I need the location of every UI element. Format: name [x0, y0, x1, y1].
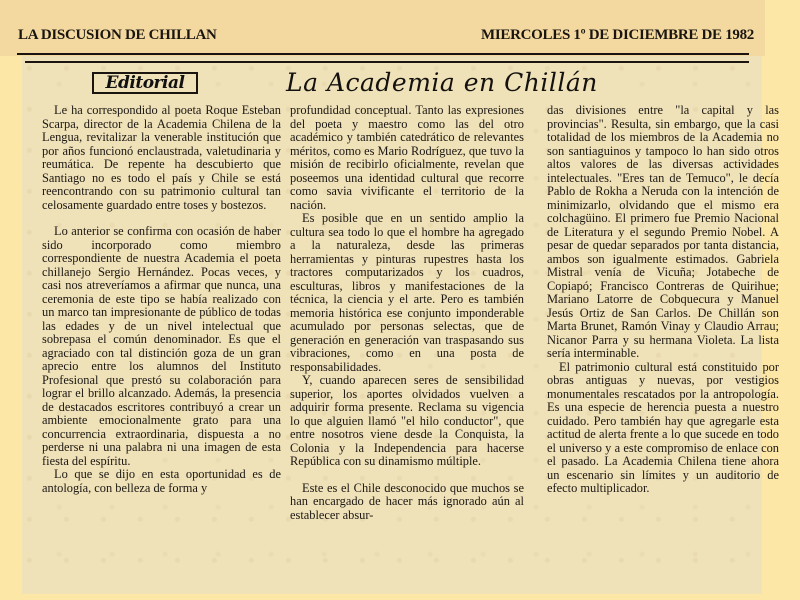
paragraph: das divisiones entre "la capital y las provincias". Resulta, sin embargo, que la casi totalidad de los miembros de la Academia no son santiaguinos y tampoco lo han sido otros altos valores de las diversas actividades intelectuales. "Eres tan de Temuco", le decía Pablo de Rokha a Neruda con la intención de minimizarlo, olvidando que el mismo era colchagüino. El primero fue Premio Nacional de Literatura y el segundo Premio Nobel. A pesar de quedar separados por tanta distancia, ambos son igualmente estimados. Gabriela Mistral venía de Vicuña; Jotabeche de Copiapó; Francisco Contreras de Quirihue; Mariano Latorre de Cobquecura y Manuel Jesús Ortiz de San Carlos. De Chillán son Marta Brunet, Ramón Vinay y Claudio Arrau; Nicanor Parra y su hermana Violeta. La lista sería interminable.	[547, 103, 779, 360]
paragraph: Lo anterior se confirma con ocasión de haber sido incorporado como miembro correspondiente de nuestra Academia el poeta chillanejo Sergio Hernández. Pocas veces, y casi nos atreveríamos a afirmar que nunca, una ceremonia de este tipo se había realizado con un marco tan impresionante de público de todas las edades y de un nivel intelectual que sobrepasa el común denominador. Es que el agraciado con tal distinción goza de un gran aprecio entre los alumnos del Instituto Profesional que prestó su colaboración para lograr el brillo alcanzado. Además, la presencia de destacados escritores contribuyó a crear un ambiente emocionalmente grato para una concurrencia extraordinaria, dispuesta a no perderse ni una palabra ni una imagen de esta fiesta del espíritu.	[42, 224, 281, 468]
paragraph: El patrimonio cultural está constituido por obras antiguas y nuevas, por vestigios monumentales rescatados por la antropología. Es una especie de herencia puesta a nuestro cuidado. Pero también hay que agregarle esta actitud de alerta frente a lo que sucede en todo el universo y a este compromiso de enlace con el pasado. La Academia Chilena tiene ahora un escenario sin límites y un auditorio de efecto multiplicador.	[547, 359, 779, 495]
section-label: Editorial	[92, 72, 198, 94]
issue-date: MIERCOLES 1º DE DICIEMBRE DE 1982	[481, 27, 755, 43]
paragraph: Este es el Chile desconocido que muchos se han encargado de hacer más ignorado aún al establecer absur-	[290, 480, 524, 522]
paragraph: Le ha correspondido al poeta Roque Esteban Scarpa, director de la Academia Chilena de la Lengua, revitalizar la venerable institución que por años funcionó enclaustrada, valetudinaria y reumática. De repente ha descubierto que Santiago no es todo el país y Chile se está reencontrando con su patrimonio cultural tan celosamente guardado entre toses y bostezos.	[42, 103, 281, 212]
paragraph: profundidad conceptual. Tanto las expresiones del poeta y maestro como las del otro académico y también catedrático de relevantes méritos, como es Mario Rodríguez, que tuvo la misión de recibirlo oficialmente, revelan que poseemos una identidad cultural que recorre como savia vivificante el territorio de la nación.	[290, 103, 524, 212]
paragraph: Lo que se dijo en esta oportunidad es de antología, con belleza de forma y	[42, 467, 281, 495]
article-title: La Academia en Chillán	[286, 68, 598, 97]
paragraph: Y, cuando aparecen seres de sensibilidad superior, los aportes olvidados vuelven a adquirir forma presente. Reclama su vigencia lo que alguien llamó "el hilo conductor", que entre nosotros viene desde la Conquista, la Colonia y la Independencia para hacerse República con su dinamismo múltiple.	[290, 373, 524, 468]
article-column-1	[42, 104, 281, 495]
header-rule	[17, 53, 749, 55]
header-rule-inner	[25, 61, 749, 63]
newspaper-name: LA DISCUSION DE CHILLAN	[18, 27, 217, 43]
article-column-3	[547, 104, 779, 496]
paragraph: Es posible que en un sentido amplio la cultura sea todo lo que el hombre ha agregado a la naturaleza, desde las primeras herramientas y pinturas rupestres hasta los tractores computarizados y los cuadros, esculturas, libros y manifestaciones de la técnica, la ciencia y el arte. Pero es también memoria histórica ese conjunto imponderable acumulado por personas selectas, que de generación en generación van traspasando sus vibraciones, como en una posta de responsabilidades.	[290, 211, 524, 374]
article-column-2	[290, 104, 524, 522]
